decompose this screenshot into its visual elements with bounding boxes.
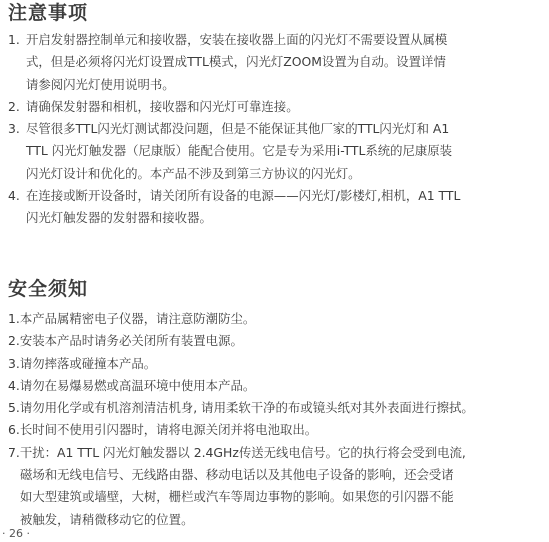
item-number: 2. xyxy=(8,333,20,349)
item-number: 3. xyxy=(8,355,20,371)
item-number: 2. xyxy=(8,98,20,114)
item-text: 磁场和无线电信号、无线路由器、移动电话以及其他电子设备的影响，还会受诸 xyxy=(20,467,454,483)
list-item xyxy=(8,330,544,352)
list-item xyxy=(8,419,544,441)
item-text: 请勿在易爆易燃或高温环境中使用本产品。 xyxy=(19,377,256,393)
item-number: 4. xyxy=(8,188,20,204)
item-number: 6. xyxy=(8,422,20,438)
notes-heading: 注意事项 xyxy=(8,2,89,24)
page-number: · 26 · xyxy=(2,527,30,540)
item-text: 请勿摔落或碰撞本产品。 xyxy=(19,355,157,371)
item-number: 7. xyxy=(8,444,20,460)
item-text: 长时间不使用引闪器时，请将电源关闭并将电池取出。 xyxy=(19,422,318,438)
list-item xyxy=(8,375,544,397)
item-text: 安装本产品时请务必关闭所有装置电源。 xyxy=(19,333,243,349)
item-text: 请参阅闪光灯使用说明书。 xyxy=(26,76,175,92)
item-text: 本产品属精密电子仪器，请注意防潮防尘。 xyxy=(19,311,256,326)
item-number: 5. xyxy=(8,400,20,416)
item-text: 请确保发射器和相机，接收器和闪光灯可靠连接。 xyxy=(26,98,299,114)
list-item xyxy=(8,353,544,375)
item-number: 3. xyxy=(8,121,20,137)
item-text: 尽管很多TTL闪光灯测试都没问题，但是不能保证其他厂家的TTL闪光灯和 A1 xyxy=(26,121,450,137)
list-item xyxy=(8,96,544,118)
list-item xyxy=(8,308,544,330)
item-text: 如大型建筑或墙壁，大树，栅栏或汽车等周边事物的影响。如果您的引闪器不能 xyxy=(20,489,454,505)
item-text: TTL 闪光灯触发器（尼康版）能配合使用。它是专为采用i-TTL系统的尼康原装 xyxy=(26,143,453,159)
item-number: 1. xyxy=(8,32,20,47)
safety-section xyxy=(8,278,544,531)
item-text: 干扰：A1 TTL 闪光灯触发器以 2.4GHz传送无线电信号。它的执行将会受到电流, xyxy=(19,444,466,460)
safety-heading: 安全须知 xyxy=(8,278,89,300)
list-item xyxy=(8,118,544,185)
notes-section xyxy=(8,2,544,230)
item-text: 开启发射器控制单元和接收器，安装在接收器上面的闪光灯不需要设置从属模 xyxy=(26,32,448,47)
item-text: 在连接或断开设备时，请关闭所有设备的电源——闪光灯/影楼灯,相机，A1 TTL xyxy=(26,188,461,204)
notes-list xyxy=(8,29,544,230)
item-text: 闪光灯设计和优化的。本产品不涉及到第三方协议的闪光灯。 xyxy=(26,165,361,181)
list-item xyxy=(8,185,544,230)
item-number: 1. xyxy=(8,311,20,326)
item-text: 闪光灯触发器的发射器和接收器。 xyxy=(26,210,212,226)
list-item xyxy=(8,397,544,419)
item-number: 4. xyxy=(8,377,20,393)
item-text: 式，但是必须将闪光灯设置成TTL模式，闪光灯ZOOM设置为自动。设置详情 xyxy=(26,54,446,70)
item-text: 请勿用化学或有机溶剂清洁机身, 请用柔软干净的布或镜头纸对其外表面进行擦拭。 xyxy=(19,400,474,416)
item-text: 被触发，请稍微移动它的位置。 xyxy=(20,511,194,527)
list-item xyxy=(8,29,544,96)
safety-list xyxy=(8,308,544,531)
list-item xyxy=(8,442,544,531)
